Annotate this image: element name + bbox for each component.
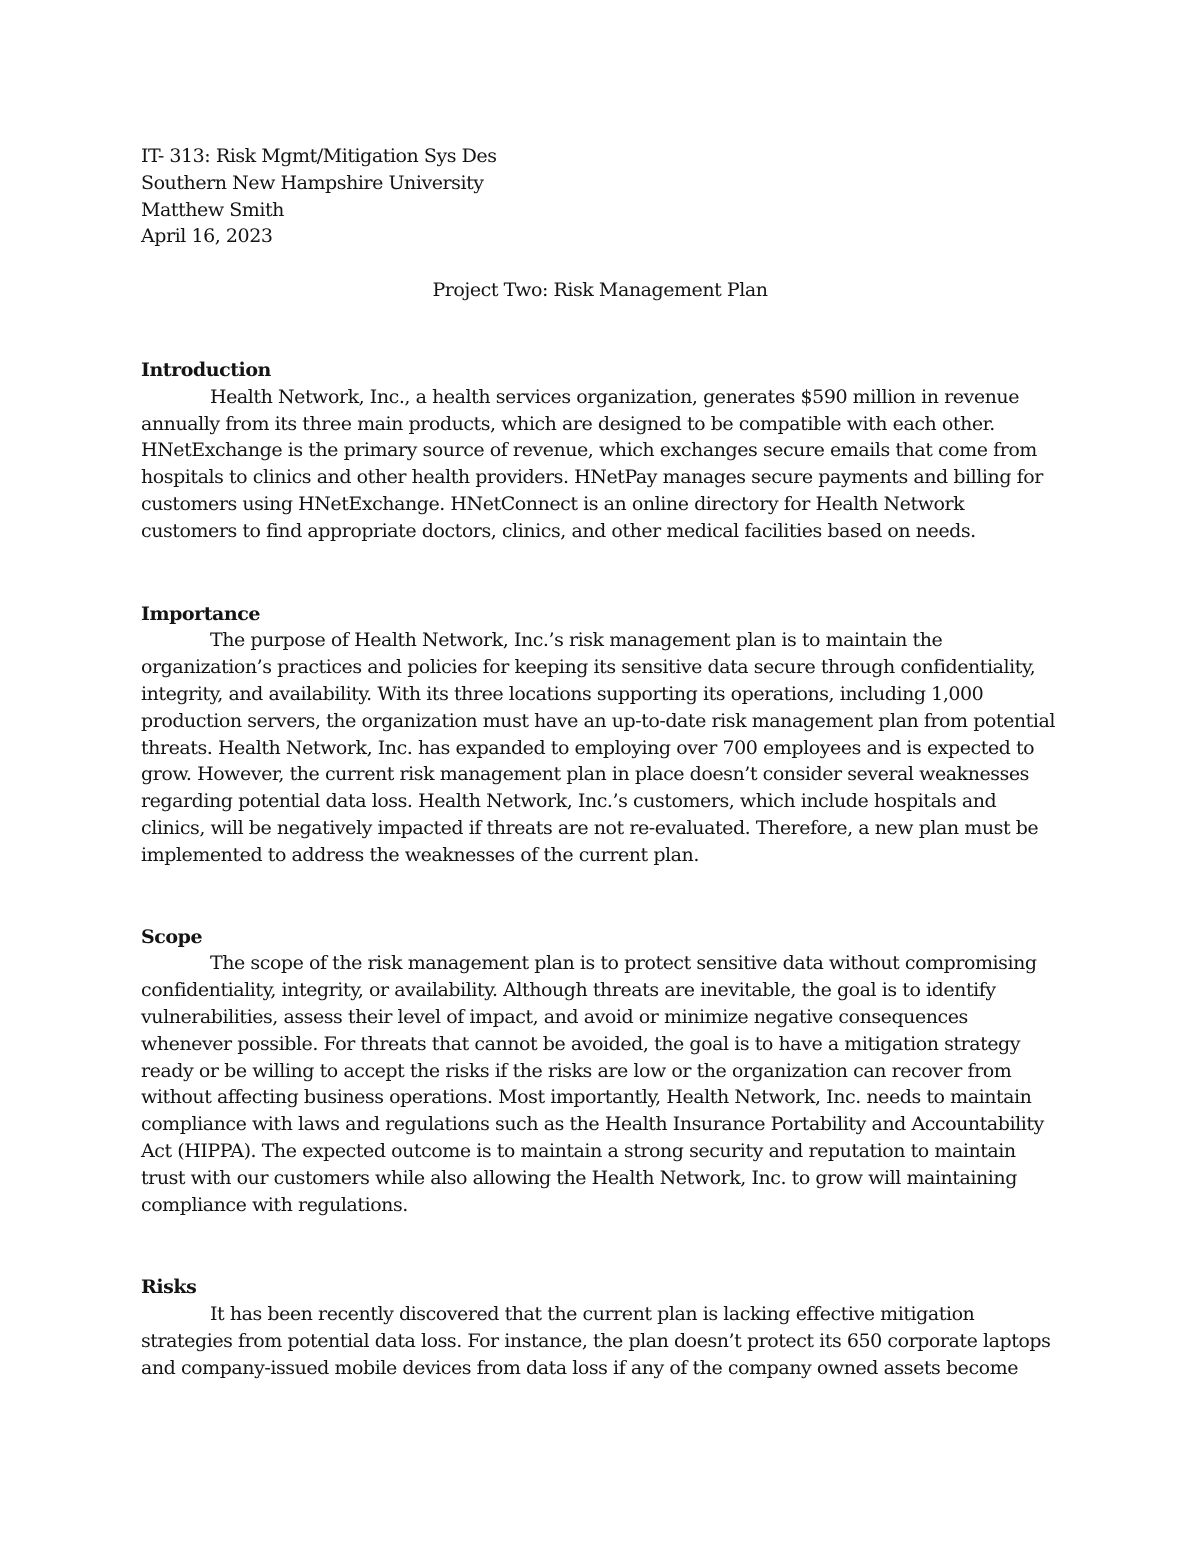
date-line: April 16, 2023	[141, 225, 273, 248]
document-content	[141, 143, 1059, 1381]
document-title: Project Two: Risk Management Plan	[432, 279, 768, 302]
section-risks	[141, 1274, 1059, 1381]
section-body	[141, 627, 1059, 868]
section-heading: Introduction	[141, 358, 271, 381]
course-line: IT- 313: Risk Mgmt/Mitigation Sys Des	[141, 145, 497, 167]
section-importance	[141, 601, 1059, 869]
university-line: Southern New Hampshire University	[141, 171, 484, 194]
section-body	[141, 384, 1059, 545]
section-paragraph: It has been recently discovered that the current plan is lacking effective mitigation strategies from potential data loss. For instance, the plan doesn’t protect its 650 corporate laptops and company-issued mobile devices from data loss if any of the company owned assets become	[141, 1303, 1051, 1379]
section-paragraph: The scope of the risk management plan is to protect sensitive data without compromising confidentiality, integrity, or availability. Although threats are inevitable, the goal is to identify vulnerabilities, assess their level of impact, and avoid or minimize negative consequences whenever possible. For threats that cannot be avoided, the goal is to have a mitigation strategy ready or be willing to accept the risks if the risks are low or the organization can recover from without affecting business operations. Most importantly, Health Network, Inc. needs to maintain compliance with laws and regulations such as the Health Insurance Portability and Accountability Act (HIPPA). The expected outcome is to maintain a strong security and reputation to maintain trust with our customers while also allowing the Health Network, Inc. to grow will maintaining compliance with regulations.	[141, 952, 1044, 1216]
section-paragraph: The purpose of Health Network, Inc.’s risk management plan is to maintain the organization’s practices and policies for keeping its sensitive data secure through confidentiality, integrity, and availability. With its three locations supporting its operations, including 1,000 production servers, the organization must have an up-to-date risk management plan from potential threats. Health Network, Inc. has expanded to employing over 700 employees and is expected to grow. However, the current risk management plan in place doesn’t consider several weaknesses regarding potential data loss. Health Network, Inc.’s customers, which include hospitals and clinics, will be negatively impacted if threats are not re-evaluated. Therefore, a new plan must be implemented to address the weaknesses of the current plan.	[141, 629, 1055, 866]
section-heading: Scope	[141, 925, 203, 948]
document-header	[141, 143, 1059, 250]
section-body	[141, 950, 1059, 1218]
section-heading: Importance	[141, 602, 261, 625]
section-heading: Risks	[141, 1276, 197, 1299]
section-paragraph: Health Network, Inc., a health services organization, generates $590 million in revenue annually from its three main products, which are designed to be compatible with each other. HNetExchange is the primary source of revenue, which exchanges secure emails that come from hospitals to clinics and other health providers. HNetPay manages secure payments and billing for customers using HNetExchange. HNetConnect is an online directory for Health Network customers to find appropriate doctors, clinics, and other medical facilities based on needs.	[141, 385, 1043, 542]
section-body	[141, 1301, 1059, 1381]
section-introduction	[141, 357, 1059, 545]
author-line: Matthew Smith	[141, 198, 284, 221]
section-scope	[141, 924, 1059, 1219]
